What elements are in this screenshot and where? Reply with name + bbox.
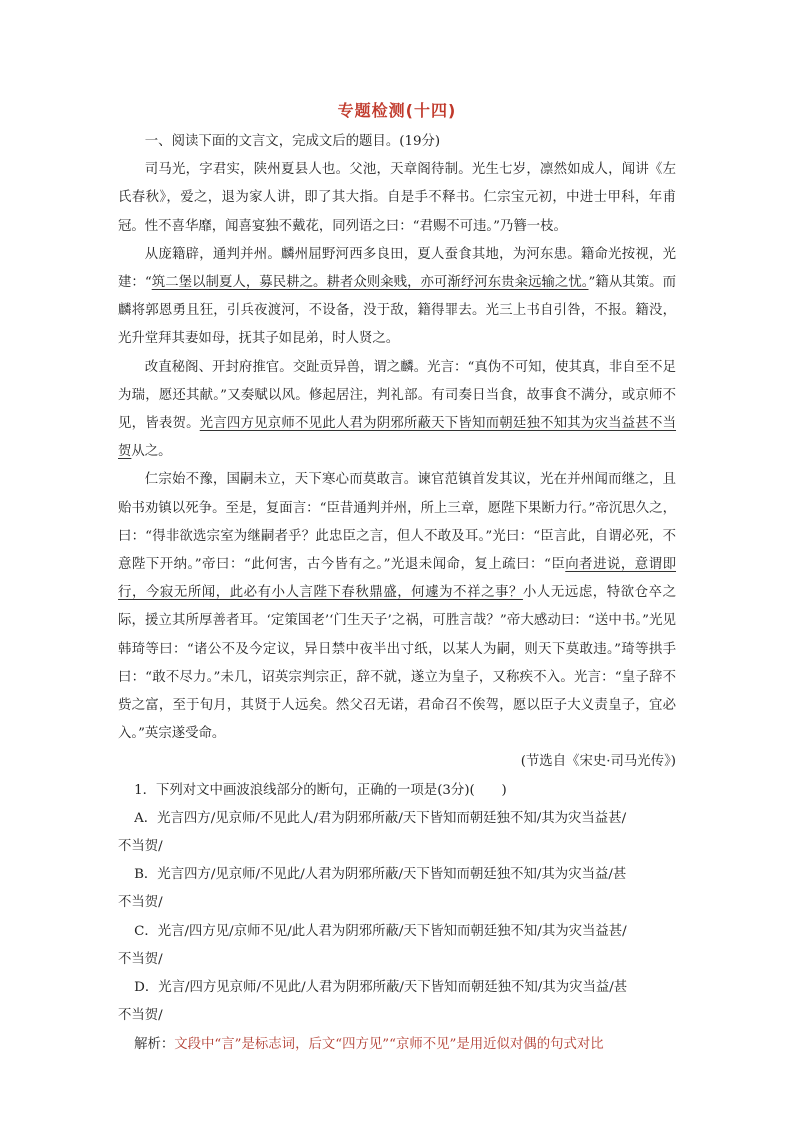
underlined-sentence: 筑二堡以制夏人，募民耕之。耕者众则籴贱，亦可渐纾河东贵籴远输之忧。	[151, 275, 589, 291]
option-d-line-2: 不当贺/	[118, 1008, 163, 1024]
paragraph-text: 从庞籍辟，通判并州。麟州屈野河西多良田，夏人蚕食其地，为河东患。籍命光按视，光建：“	[118, 246, 676, 291]
section-heading: 一、阅读下面的文言文，完成文后的题目。(19分)	[144, 134, 441, 149]
paragraph-text: ”籍从其策。而麟将郭恩勇且狂，引兵夜渡河，不设备，没于敌，籍得罪去。光三上书自引咎，不报。籍没，光升堂拜其妻如母，抚其子如昆弟，时人贤之。	[118, 275, 676, 347]
option-a	[118, 805, 676, 833]
passage-paragraph-1: 司马光，字君实，陕州夏县人也。父池，天章阁待制。光生七岁，凛然如成人，闻讲《左氏春秋》，爱之，退为家人讲，即了其大指。自是手不释书。仁宗宝元初，中进士甲科，年甫冠。性不喜华靡，闻喜宴独不戴花，同列语之曰：“君赐不可违。”乃簪一枝。	[118, 162, 676, 234]
option-b-line-1: B．光言四方/见京师/不见此/人君为阴邪所蔽/天下皆知而朝廷独不知/其为灾当益/甚	[134, 867, 627, 883]
page-title: 专题检测(十四)	[337, 101, 457, 120]
analysis	[118, 1031, 676, 1059]
passage-paragraph-2	[118, 241, 676, 354]
option-c-line-2: 不当贺/	[118, 951, 163, 967]
option-b	[118, 861, 676, 889]
passage-paragraph-3	[118, 354, 676, 467]
option-c	[118, 918, 676, 946]
paragraph-text: 从之。	[131, 444, 172, 460]
option-d	[118, 974, 676, 1002]
passage-paragraph-4	[118, 466, 676, 748]
option-d-line-1: D．光言/四方见京师/不见此/人君为阴邪所蔽/天下皆知而朝廷独不知/其为灾当益/甚	[134, 980, 628, 996]
paragraph-text: 改直秘阁、开封府推官。交趾贡异兽，谓之麟。光言：“真伪不可知，使其真，非自至不足为瑞，愿还其献。”又奏赋以风。修起居注，判礼部。有司奏日当食，故事食不满分，或京师不见，皆表贺。	[118, 359, 676, 432]
paragraph-text: 小人无远虑，特欲仓卒之际，援立其所厚善者耳。‘定策国老’‘门生天子’之祸，可胜言哉？”帝大感动曰：“送中书。”光见韩琦等曰：“诸公不及今定议，异日禁中夜半出寸纸，以某人为嗣，则天下莫敢违。”琦等拱手曰：“敢不尽力。”未几，诏英宗判宗正，辞不就，遂立为皇子，又称疾不入。光言：“皇子辞不赀之富，至于旬月，其贤于人远矣。然父召无诺，君命召不俟驾，愿以臣子大义责皇子，宜必入。”英宗遂受命。	[118, 585, 677, 742]
option-a-line-1: A．光言四方/见京师/不见此人/君为阴邪所蔽/天下皆知而朝廷独不知/其为灾当益甚/	[134, 810, 627, 826]
wavy-underlined-passage: 光言四方见京师不见此人君为阴邪所蔽天下皆知而朝廷独不知其为灾当益甚不当贺	[118, 416, 677, 460]
analysis-line	[134, 1037, 604, 1052]
source-citation: (节选自《宋史·司马光传》)	[520, 754, 676, 770]
paragraph-text: 仁宗始不豫，国嗣未立，天下寒心而莫敢言。谏官范镇首发其议，光在并州闻而继之，且贻书劝镇以死争。至是，复面言：“臣昔通判并州，所上三章，愿陛下果断力行。”帝沉思久之，曰：“得非欲选宗室为继嗣者乎？此忠臣之言，但人不敢及耳。”光曰：“臣言此，自谓必死，不意陛下开纳。”帝曰：“此何害，古今皆有之。”光退未闻命，复上疏曰：“臣	[118, 472, 676, 573]
option-b-line-2: 不当贺/	[118, 895, 163, 911]
analysis-label: 解析：	[134, 1036, 175, 1052]
option-a-line-2: 不当贺/	[118, 839, 163, 855]
document-body	[118, 128, 676, 1059]
analysis-text: 文段中“言”是标志词，后文“四方见”“京师不见”是用近似对偶的句式对比	[174, 1036, 604, 1052]
question-1: 1．下列对文中画波浪线部分的断句，正确的一项是(3分)( )	[134, 782, 507, 798]
option-c-line-1: C．光言/四方见/京师不见/此人君为阴邪所蔽/天下皆知而朝廷独不知/其为灾当益甚/	[134, 923, 627, 939]
underlined-sentence: 向者进说，意谓即行，今寂无所闻，此必有小人言陛下春秋鼎盛，何遽为不祥之事？	[118, 557, 677, 601]
